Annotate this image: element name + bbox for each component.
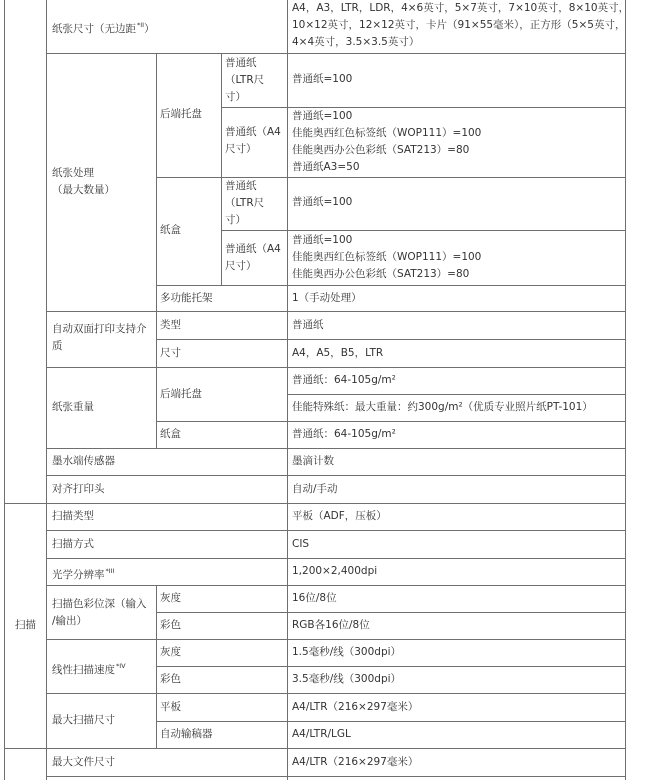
- rule: [156, 666, 625, 667]
- rule: [46, 448, 625, 449]
- depth-gray-value: 16位/8位: [292, 592, 337, 604]
- cassette-a4-value: 普通纸=100 佳能奥西红色标签纸（WOP111）=100 佳能奥西办公色彩纸（SAT213）=80: [292, 234, 482, 280]
- speed-gray-value: 1.5毫秒/线（300dpi）: [292, 646, 402, 658]
- scan-method-value: CIS: [292, 538, 310, 550]
- rule: [156, 421, 625, 422]
- cassette-ltr-label: 普通纸 （LTR尺 寸）: [225, 180, 265, 226]
- rule: [46, 311, 625, 312]
- paper-weight-label: 纸张重量: [52, 401, 94, 413]
- scan-type-label: 扫描类型: [52, 510, 94, 522]
- resolution-value: 1,200×2,400dpi: [292, 565, 378, 577]
- max-scan-size-label: 最大扫描尺寸: [52, 714, 115, 726]
- rear-tray-label: 后端托盘: [160, 108, 202, 120]
- adf-value: A4/LTR/LGL: [292, 728, 351, 740]
- speed-color-value: 3.5毫秒/线（300dpi）: [292, 673, 402, 685]
- rule: [46, 367, 625, 368]
- weight-cassette-value: 普通纸：64-105g/m²: [292, 428, 396, 440]
- mp-tray-value: 1（手动处理）: [292, 292, 362, 304]
- alignment-label: 对齐打印头: [52, 483, 105, 495]
- scan-method-label: 扫描方式: [52, 538, 94, 550]
- depth-color-value: RGB各16位/8位: [292, 619, 370, 631]
- flatbed-value: A4/LTR（216×297毫米）: [292, 701, 419, 713]
- rear-tray-a4-value: 普通纸=100 佳能奥西红色标签纸（WOP111）=100 佳能奥西办公色彩纸（SAT213）=80 普通纸A3=50: [292, 110, 482, 173]
- duplex-type-label: 类型: [160, 319, 181, 331]
- color-depth-label: 扫描色彩位深（输入 /输出）: [52, 598, 147, 627]
- duplex-size-value: A4，A5，B5，LTR: [292, 347, 384, 359]
- rule: [46, 53, 625, 54]
- rule: [46, 639, 625, 640]
- rule: [46, 585, 625, 586]
- weight-rear-plain: 普通纸：64-105g/m²: [292, 374, 396, 386]
- rear-tray-ltr-value: 普通纸=100: [292, 73, 353, 85]
- paper-size-label: 纸张尺寸（无边距$^{*II}$）: [52, 21, 155, 35]
- rule: [46, 0, 47, 780]
- speed-gray-label: 灰度: [160, 646, 181, 658]
- rule: [156, 612, 625, 613]
- duplex-type-value: 普通纸: [292, 319, 324, 331]
- depth-gray-label: 灰度: [160, 592, 181, 604]
- rule: [46, 693, 625, 694]
- rule: [287, 0, 288, 780]
- rule: [156, 339, 625, 340]
- rule: [221, 53, 222, 285]
- scan-speed-label: 线性扫描速度$^{*IV}$: [52, 662, 126, 676]
- rule: [4, 503, 625, 504]
- rear-tray-a4-label: 普通纸（A4 尺寸）: [225, 126, 281, 155]
- paper-handling-label: 纸张处理 （最大数量）: [52, 167, 115, 196]
- cassette-ltr-value: 普通纸=100: [292, 196, 353, 208]
- cassette-label: 纸盒: [160, 224, 181, 236]
- flatbed-label: 平板: [160, 701, 181, 713]
- duplex-size-label: 尺寸: [160, 347, 181, 359]
- rule: [156, 53, 157, 311]
- footnote-marker: *IV: [116, 662, 126, 670]
- rule: [156, 367, 157, 448]
- rule: [46, 558, 625, 559]
- alignment-value: 自动/手动: [292, 483, 338, 495]
- max-document-size-value: A4/LTR（216×297毫米）: [292, 756, 419, 768]
- rule: [4, 0, 5, 780]
- ink-sensor-value: 墨滴计数: [292, 455, 334, 467]
- rule: [287, 394, 625, 395]
- mp-tray-label: 多功能托架: [160, 292, 213, 304]
- rule: [156, 311, 157, 367]
- rule: [625, 0, 626, 780]
- max-document-size-label: 最大文件尺寸: [52, 756, 115, 768]
- weight-rear-tray-label: 后端托盘: [160, 388, 202, 400]
- rule: [156, 721, 625, 722]
- resolution-label: 光学分辨率$^{*III}$: [52, 567, 115, 581]
- cassette-a4-label: 普通纸（A4 尺寸）: [225, 243, 281, 272]
- rule: [156, 585, 157, 748]
- ink-sensor-label: 墨水端传感器: [52, 455, 115, 467]
- scan-type-value: 平板（ADF，压板）: [292, 510, 387, 522]
- footnote-marker: *II: [137, 21, 145, 29]
- rule: [156, 285, 625, 286]
- weight-rear-special: 佳能特殊纸：最大重量：约300g/m²（优质专业照片纸PT-101）: [292, 401, 593, 413]
- duplex-label: 自动双面打印支持介 质: [52, 323, 147, 352]
- rule: [46, 530, 625, 531]
- adf-label: 自动输稿器: [160, 728, 213, 740]
- rule: [46, 776, 625, 777]
- rule: [4, 748, 625, 749]
- weight-cassette-label: 纸盒: [160, 428, 181, 440]
- rule: [221, 230, 625, 231]
- scan-section-label: 扫描: [15, 619, 36, 631]
- footnote-marker: *III: [105, 567, 115, 575]
- depth-color-label: 彩色: [160, 619, 181, 631]
- speed-color-label: 彩色: [160, 673, 181, 685]
- paper-size-value: A4，A3，LTR，LDR，4×6英寸，5×7英寸，7×10英寸，8×10英寸， 10×12英寸，12×12英寸，卡片（91×55毫米），正方形（5×5英寸， 4×4英寸，3.5×3.5英寸）: [292, 2, 630, 48]
- rule: [46, 475, 625, 476]
- rear-tray-ltr-label: 普通纸 （LTR尺 寸）: [225, 57, 265, 103]
